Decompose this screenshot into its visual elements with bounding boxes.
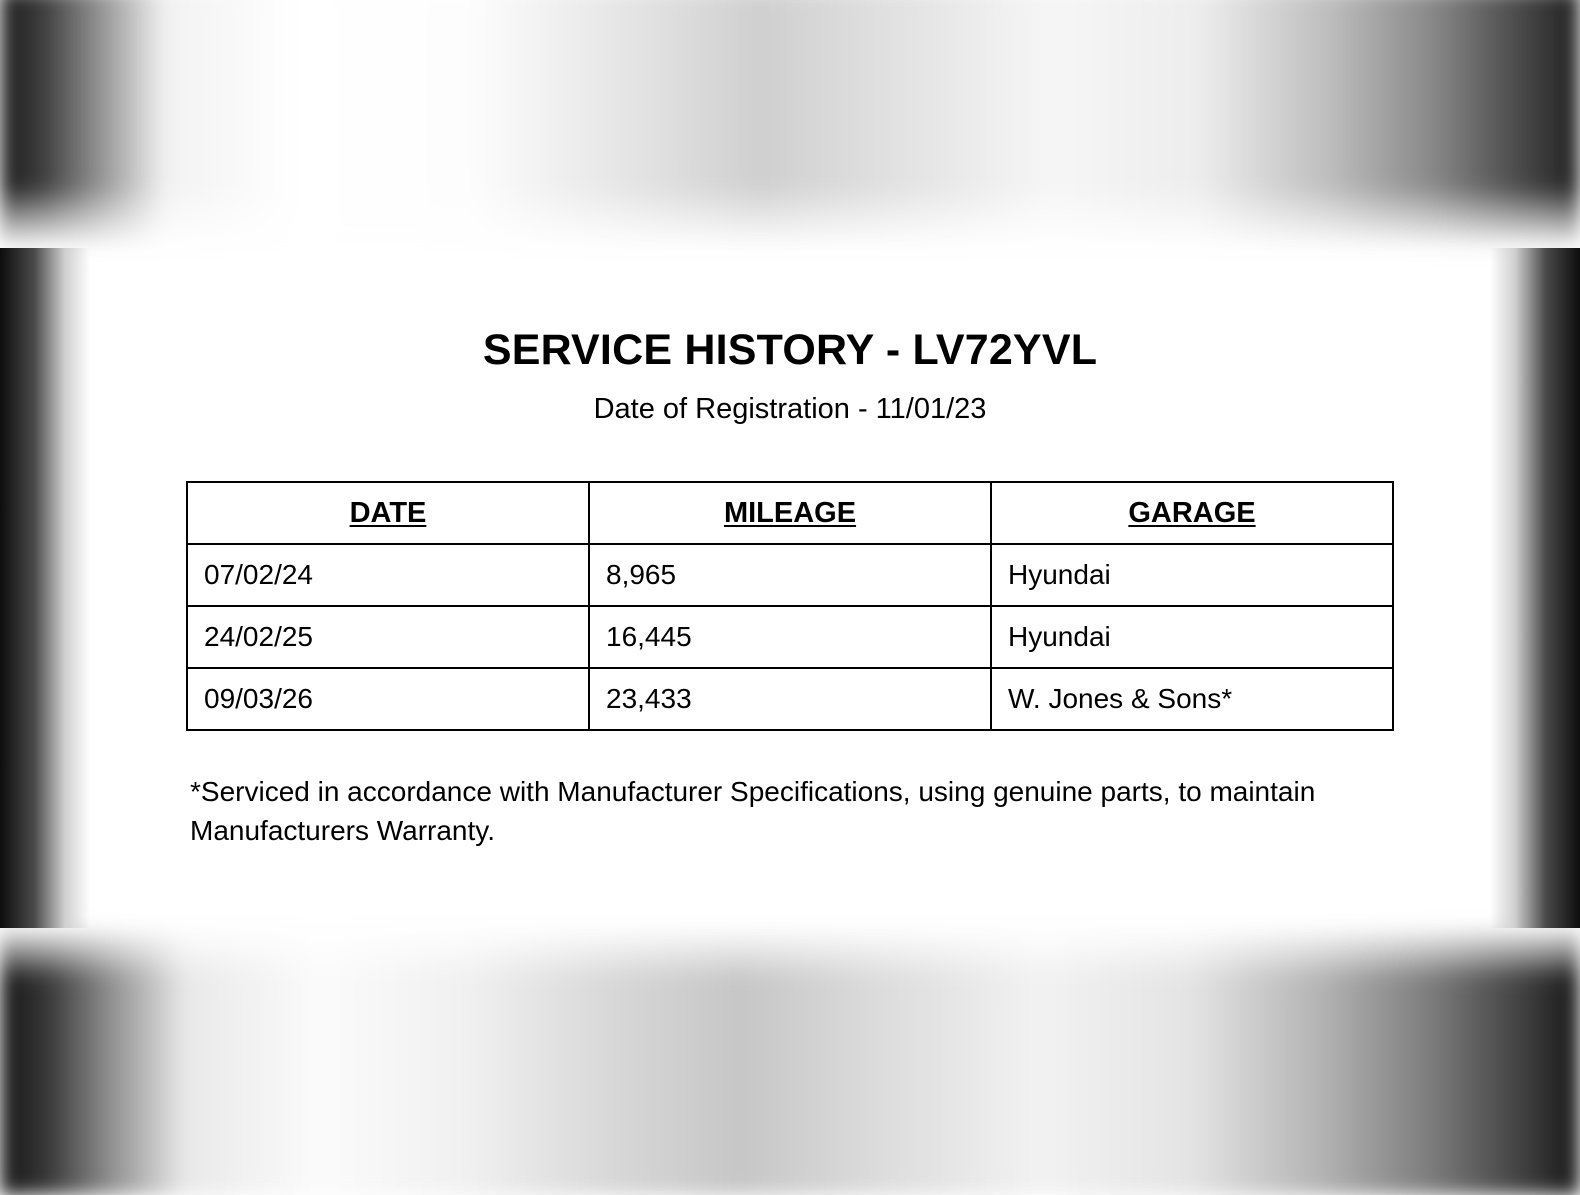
- cell-date: 24/02/25: [187, 606, 589, 668]
- column-header-date: [187, 482, 589, 544]
- cell-mileage: 23,433: [589, 668, 991, 730]
- cell-garage: Hyundai: [991, 606, 1393, 668]
- cell-date: 07/02/24: [187, 544, 589, 606]
- right-edge-shadow: [1490, 248, 1580, 928]
- table-row: [187, 544, 1393, 606]
- left-edge-shadow: [0, 248, 90, 928]
- service-history-table: [186, 481, 1394, 731]
- cell-mileage: 8,965: [589, 544, 991, 606]
- cell-garage: Hyundai: [991, 544, 1393, 606]
- table-header: [187, 482, 1393, 544]
- table-header-row: [187, 482, 1393, 544]
- page-title: SERVICE HISTORY - LV72YVL: [482, 326, 1098, 374]
- top-decorative-band: [0, 0, 1580, 255]
- footnote-text: *Serviced in accordance with Manufacturer Specifications, using genuine parts, to maintain Manufacturers Warranty.: [190, 776, 1316, 846]
- bottom-decorative-band: [0, 920, 1580, 1195]
- table-row: [187, 668, 1393, 730]
- column-header-mileage-label: MILEAGE: [723, 496, 857, 529]
- cell-mileage: 16,445: [589, 606, 991, 668]
- column-header-date-label: DATE: [349, 496, 427, 529]
- service-history-document: [0, 248, 1580, 928]
- column-header-garage: [991, 482, 1393, 544]
- registration-date-subtitle: Date of Registration - 11/01/23: [593, 393, 987, 425]
- table-body: [187, 544, 1393, 730]
- column-header-mileage: [589, 482, 991, 544]
- column-header-garage-label: GARAGE: [1128, 496, 1256, 529]
- cell-garage: W. Jones & Sons*: [991, 668, 1393, 730]
- table-row: [187, 606, 1393, 668]
- cell-date: 09/03/26: [187, 668, 589, 730]
